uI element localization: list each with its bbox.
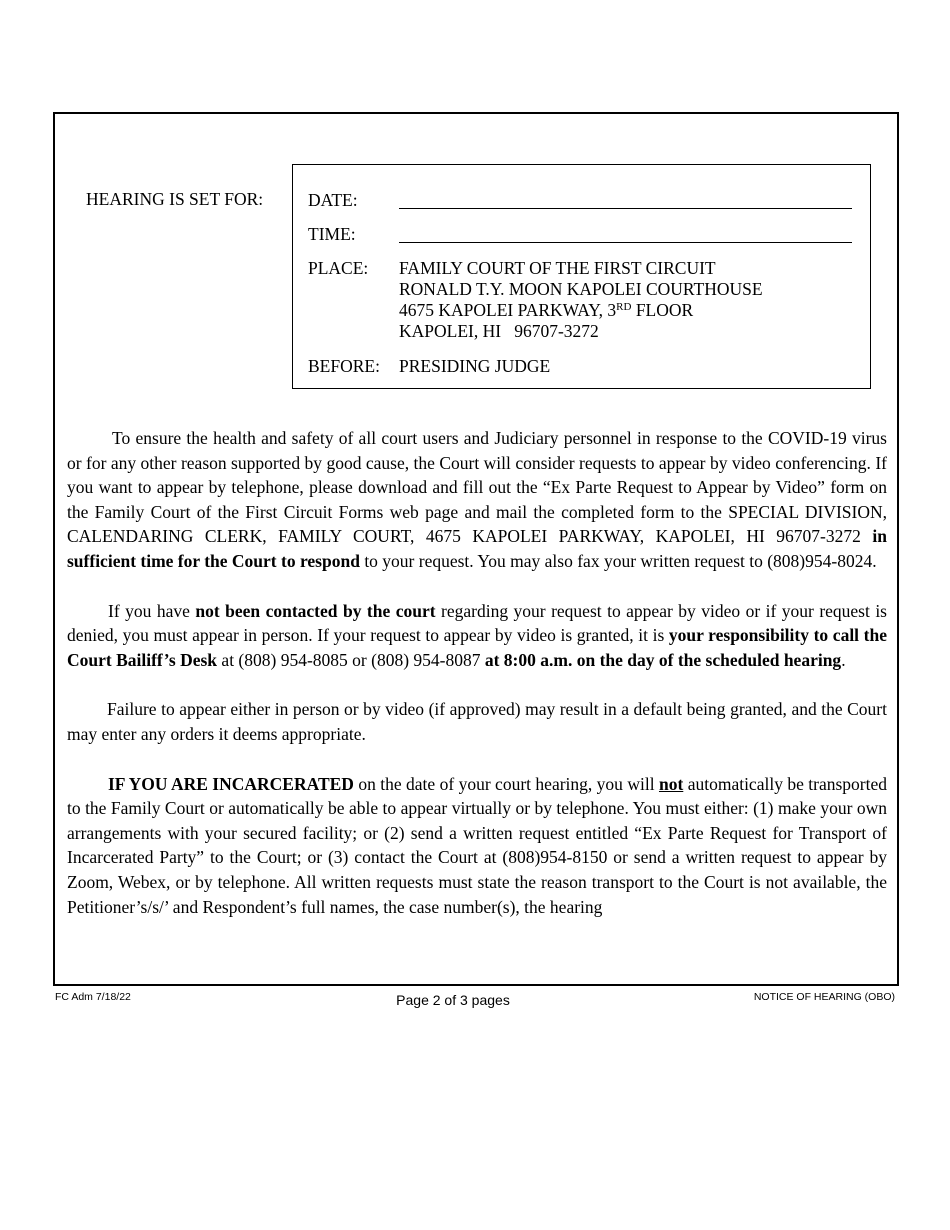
place-value <box>399 258 763 342</box>
date-label: DATE: <box>308 190 358 210</box>
place-city: KAPOLEI, HI 96707-3272 <box>399 321 599 341</box>
place-court-name: FAMILY COURT OF THE FIRST CIRCUIT <box>399 258 716 278</box>
form-id: FC Adm 7/18/22 <box>55 991 131 1003</box>
document-title: NOTICE OF HEARING (OBO) <box>753 991 895 1003</box>
not-contacted-paragraph: If you have not been contacted by the court regarding your request to appear by video or if your request is denied, you must appear in person. If your request to appear by video is granted, it is your responsibility to call the Court Bailiff’s Desk at (808) 954-8085 or (808) 954-8087 at 8:00 a.m. on the day of the scheduled hearing. <box>67 600 887 670</box>
notice-body <box>67 426 887 919</box>
incarcerated-paragraph: IF YOU ARE INCARCERATED on the date of your court hearing, you will not automatically be transported to the Family Court or automatically be able to appear virtually or by telephone. You must either: (1) make your own arrangements with your secured facility; or (2) send a written request entitled “Ex Parte Request for Transport of Incarcerated Party” to the Court; or (3) contact the Court at (808)954-8150 or send a written request to appear by Zoom, Webex, or by telephone. All written requests must state the reason transport to the Court is not available, the Petitioner’s/s/’ and Respondent’s full names, the case number(s), the hearing <box>67 773 888 917</box>
hearing-details-box <box>292 164 871 389</box>
date-field[interactable] <box>399 208 852 209</box>
hearing-set-for-label: HEARING IS SET FOR: <box>86 189 264 209</box>
before-value: PRESIDING JUDGE <box>399 356 551 376</box>
time-field[interactable] <box>399 242 852 243</box>
failure-to-appear-paragraph: Failure to appear either in person or by video (if approved) may result in a default being granted, and the Court may enter any orders it deems appropriate. <box>67 699 887 744</box>
time-label: TIME: <box>308 224 356 244</box>
page-number: Page 2 of 3 pages <box>396 992 510 1008</box>
place-label: PLACE: <box>308 258 369 278</box>
place-street: 4675 KAPOLEI PARKWAY, 3RD FLOOR <box>399 300 694 320</box>
place-courthouse: RONALD T.Y. MOON KAPOLEI COURTHOUSE <box>399 279 763 299</box>
before-label: BEFORE: <box>308 356 380 376</box>
covid-paragraph: To ensure the health and safety of all court users and Judiciary personnel in response to the COVID-19 virus or for any other reason supported by good cause, the Court will consider requests to appear by video conferencing. If you want to appear by telephone, please download and fill out the “Ex Parte Request to Appear by Video” form on the Family Court of the First Circuit Forms web page and mail the completed form to the SPECIAL DIVISION, CALENDARING CLERK, FAMILY COURT, 4675 KAPOLEI PARKWAY, KAPOLEI, HI 96707-3272 in sufficient time for the Court to respond to your request. You may also fax your written request to (808)954-8024. <box>67 428 887 571</box>
